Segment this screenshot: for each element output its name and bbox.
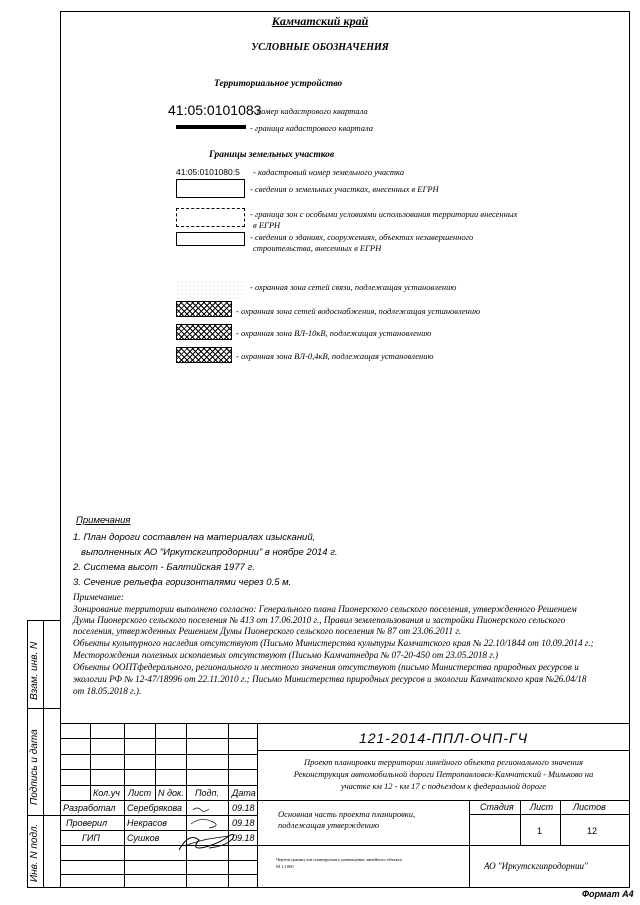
parcel-number-label: - кадастровый номер земельного участка — [253, 167, 405, 177]
note-line-2: Думы Пионерского сельского поселения № 413 от 17.06.2010 г., Правил землепользования и застройки Пионерского сельского — [73, 615, 566, 625]
quarter-border-label: - граница кадастрового квартала — [250, 123, 374, 133]
header-kol: Кол.уч — [93, 788, 120, 798]
vl10-zone-label: - охранная зона ВЛ-10кВ, подлежащая установлению — [236, 328, 432, 338]
territorial-heading: Территориальное устройство — [214, 79, 343, 89]
note-2: 2. Система высот - Балтийская 1977 г. — [73, 562, 255, 573]
listov-label: Листов — [573, 802, 606, 812]
format-label: Формат А4 — [582, 889, 634, 899]
stamp-line — [90, 723, 91, 801]
row3-name: Сушков — [127, 833, 160, 843]
comm-zone-symbol — [176, 280, 245, 299]
row2-name: Некрасов — [127, 818, 167, 828]
note-line-8: от 18.05.2018 г.). — [73, 686, 142, 696]
note-line-6: Объекты ООПТфедерального, регионального и местного значения отсутствуют (письмо Министерства природных ресурсов и — [73, 662, 579, 672]
note-line-1: Зонирование территории выполнено согласно: Генерального плана Пионерского сельского поселения, утвержденного Решением — [73, 604, 577, 614]
stamp-line — [60, 800, 630, 801]
stamp-line — [560, 800, 561, 845]
comm-zone-label: - охранная зона сетей связи, подлежащая установлению — [250, 282, 457, 292]
header-ndok: N док. — [158, 788, 184, 798]
cadastral-quarter-number: 41:05:0101083 — [168, 102, 262, 118]
note-sub-heading: Примечание: — [73, 592, 124, 602]
stamp-line — [124, 723, 125, 888]
row2-role: Проверил — [66, 818, 108, 828]
note-1b: выполненных АО "Иркутскгипродорнии" в ноябре 2014 г. — [81, 547, 338, 558]
project-line-3: участке км 12 - км 17 с подъездом к федеральной дороге — [340, 781, 547, 791]
header-list: Лист — [128, 788, 152, 798]
egrn-parcel-symbol — [176, 179, 245, 198]
project-line-2: Реконструкция автомобильной дороги Петропавловск-Камчатский - Мильково на — [293, 769, 594, 779]
water-zone-symbol — [176, 301, 232, 317]
stamp-line — [60, 845, 630, 846]
row3-role: ГИП — [82, 833, 100, 843]
building-symbol — [176, 232, 245, 246]
special-zone-label-2: в ЕГРН — [253, 220, 281, 230]
row1-date: 09.18 — [232, 803, 255, 813]
header-podp: Подп. — [195, 788, 219, 798]
region-title: Камчатский край — [271, 14, 369, 28]
list-value: 1 — [537, 826, 543, 836]
egrn-parcel-label: - сведения о земельных участках, внесенных в ЕГРН — [250, 184, 439, 194]
side-label-podpis: Подпись и дата — [29, 729, 40, 805]
row1-name: Серебрякова — [127, 803, 183, 813]
stamp-line — [60, 769, 257, 770]
vl04-zone-symbol — [176, 347, 232, 363]
document-code: 121-2014-ППЛ-ОЧП-ГЧ — [358, 730, 529, 746]
note-line-5: Месторождения полезных ископаемых отсутствуют (Письмо Камчатнедра № 07-20-450 от 23.05.2018 г.) — [73, 650, 499, 660]
side-divider — [43, 620, 44, 888]
doc-title-1: Основная часть проекта планировки, — [278, 809, 416, 819]
drawing-title-1: Чертеж границ зон планируемого размещения линейного объекта — [276, 857, 402, 862]
note-3: 3. Сечение рельефа горизонталями через 0.5 м. — [73, 577, 292, 588]
water-zone-label: - охранная зона сетей водоснабжения, подлежащая установлению — [236, 306, 481, 316]
doc-title-2: подлежащая утверждению — [278, 820, 380, 830]
special-zone-label-1: - граница зон с особыми условиями использования территории внесенных — [250, 209, 518, 219]
quarter-border-line — [176, 125, 246, 129]
side-divider — [27, 708, 60, 709]
drawing-title-2: М 1:1000 — [276, 864, 294, 869]
stamp-line — [257, 723, 258, 888]
list-label: Лист — [530, 802, 554, 812]
row3-date: 09.18 — [232, 833, 255, 843]
stamp-line — [520, 800, 521, 845]
stamp-line — [60, 874, 257, 875]
vl04-zone-label: - охранная зона ВЛ-0,4кВ, подлежащая установлению — [236, 351, 434, 361]
listov-value: 12 — [587, 826, 598, 836]
stamp-line — [155, 723, 156, 801]
row2-date: 09.18 — [232, 818, 255, 828]
building-label-1: - сведения о зданиях, сооружениях, объектах незавершенного — [250, 232, 474, 242]
project-line-1: Проект планировки территории линейного объекта регионального значения — [304, 757, 583, 767]
land-heading: Границы земельных участков — [209, 150, 335, 160]
parcel-number: 41:05:0101080:5 — [176, 167, 240, 177]
header-data: Дата — [232, 788, 256, 798]
stamp-line — [469, 814, 630, 815]
stamp-line — [60, 754, 257, 755]
stamp-line — [60, 785, 257, 786]
building-label-2: строительства, внесенных в ЕГРН — [253, 243, 382, 253]
cadastral-quarter-label: - номер кадастрового квартала — [252, 106, 368, 116]
note-line-4: Объекты культурного наследия отсутствуют (Письмо Министерства культуры Камчатского края № 22.10/1844 от 10.09.2014 г.; — [73, 638, 594, 648]
signature-drawing — [175, 802, 235, 862]
stamp-line — [60, 738, 257, 739]
notes-title: Примечания — [76, 515, 131, 526]
side-label-inv: Инв. N подл. — [29, 823, 40, 882]
side-divider — [27, 815, 60, 816]
side-label-vzam: Взам. инв. N — [29, 641, 40, 700]
stadia-label: Стадия — [480, 802, 514, 812]
row1-role: Разработал — [63, 803, 116, 813]
legend-title: УСЛОВНЫЕ ОБОЗНАЧЕНИЯ — [251, 42, 389, 53]
organization-name: АО "Иркутскгипродорнии" — [484, 861, 588, 871]
note-line-7: экологии РФ № 12-47/18996 от 22.11.2010 г.; Письмо Министерства природных ресурсов и экологии Камчатского края №26.04/18 — [73, 674, 587, 684]
vl10-zone-symbol — [176, 324, 232, 340]
stamp-line — [257, 750, 630, 751]
special-zone-symbol — [176, 208, 245, 227]
note-1a: 1. План дороги составлен на материалах изысканий, — [73, 532, 316, 543]
note-line-3: поселения, утвержденных Решением Думы Пионерского сельского поселения № 87 от 23.06.2011 г. — [73, 626, 462, 636]
